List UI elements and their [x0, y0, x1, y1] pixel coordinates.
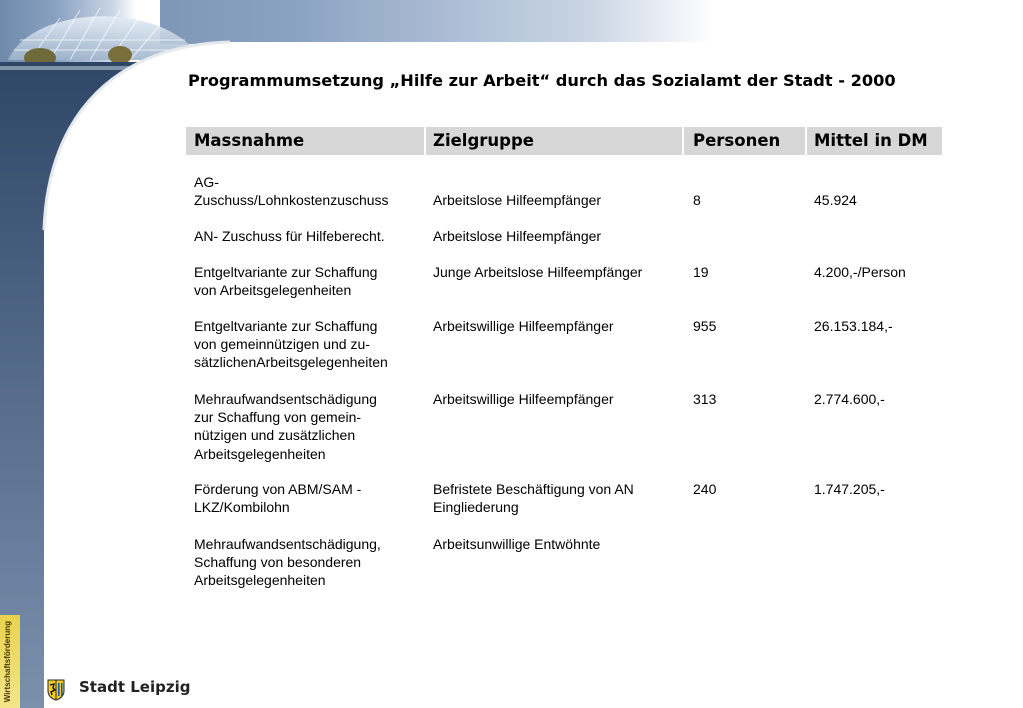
cell-mittel: 4.200,-/Person [814, 264, 906, 280]
header-massnahme: Massnahme [194, 131, 305, 150]
cell-massnahme: Mehraufwandsentschädigung zur Schaffung von gemein- nützigen und zusätzlichen Arbeitsgelegenheiten [194, 391, 377, 462]
cell-mittel: 45.924 [814, 192, 857, 208]
cell-personen: 19 [693, 264, 709, 280]
cell-zielgruppe: Arbeitslose Hilfeempfänger [433, 228, 602, 244]
cell-massnahme: AG- Zuschuss/Lohnkostenzuschuss [194, 174, 389, 209]
cell-mittel: 26.153.184,- [814, 318, 893, 334]
header-personen: Personen [693, 131, 781, 150]
cell-zielgruppe: Junge Arbeitslose Hilfeempfänger [433, 264, 643, 280]
cell-massnahme: Entgeltvariante zur Schaffung von gemeinnützigen und zu- sätzlichenArbeitsgelegenheiten [194, 318, 388, 371]
column-separator [424, 127, 426, 155]
cell-mittel: 2.774.600,- [814, 391, 885, 407]
cell-personen: 955 [693, 318, 717, 334]
cell-massnahme: Entgeltvariante zur Schaffung von Arbeitsgelegenheiten [194, 264, 378, 299]
cell-zielgruppe: Arbeitswillige Hilfeempfänger [433, 391, 614, 407]
cell-massnahme: Mehraufwandsentschädigung, Schaffung von besonderen Arbeitsgelegenheiten [194, 536, 381, 589]
page-title: Programmumsetzung „Hilfe zur Arbeit“ durch das Sozialamt der Stadt - 2000 [188, 71, 896, 90]
cell-mittel: 1.747.205,- [814, 481, 885, 497]
side-strip [0, 615, 20, 708]
header-zielgruppe: Zielgruppe [433, 131, 534, 150]
cell-personen: 240 [693, 481, 717, 497]
table-header-row [186, 127, 942, 155]
cell-personen: 313 [693, 391, 717, 407]
cell-personen: 8 [693, 192, 701, 208]
column-separator [805, 127, 807, 155]
city-label: Stadt Leipzig [79, 678, 191, 696]
column-separator [682, 127, 684, 155]
side-strip-label: Wirtschaftsförderung [3, 620, 12, 702]
cell-massnahme: Förderung von ABM/SAM - LKZ/Kombilohn [194, 481, 362, 516]
leipzig-lion-crest-icon [47, 679, 65, 701]
cell-zielgruppe: Arbeitswillige Hilfeempfänger [433, 318, 614, 334]
cell-zielgruppe: Arbeitsunwillige Entwöhnte [433, 536, 601, 552]
cell-massnahme: AN- Zuschuss für Hilfeberecht. [194, 228, 385, 244]
cell-zielgruppe: Arbeitslose Hilfeempfänger [433, 192, 602, 208]
cell-zielgruppe: Befristete Beschäftigung von AN Eingliederung [433, 481, 634, 516]
header-mittel: Mittel in DM [814, 131, 928, 150]
